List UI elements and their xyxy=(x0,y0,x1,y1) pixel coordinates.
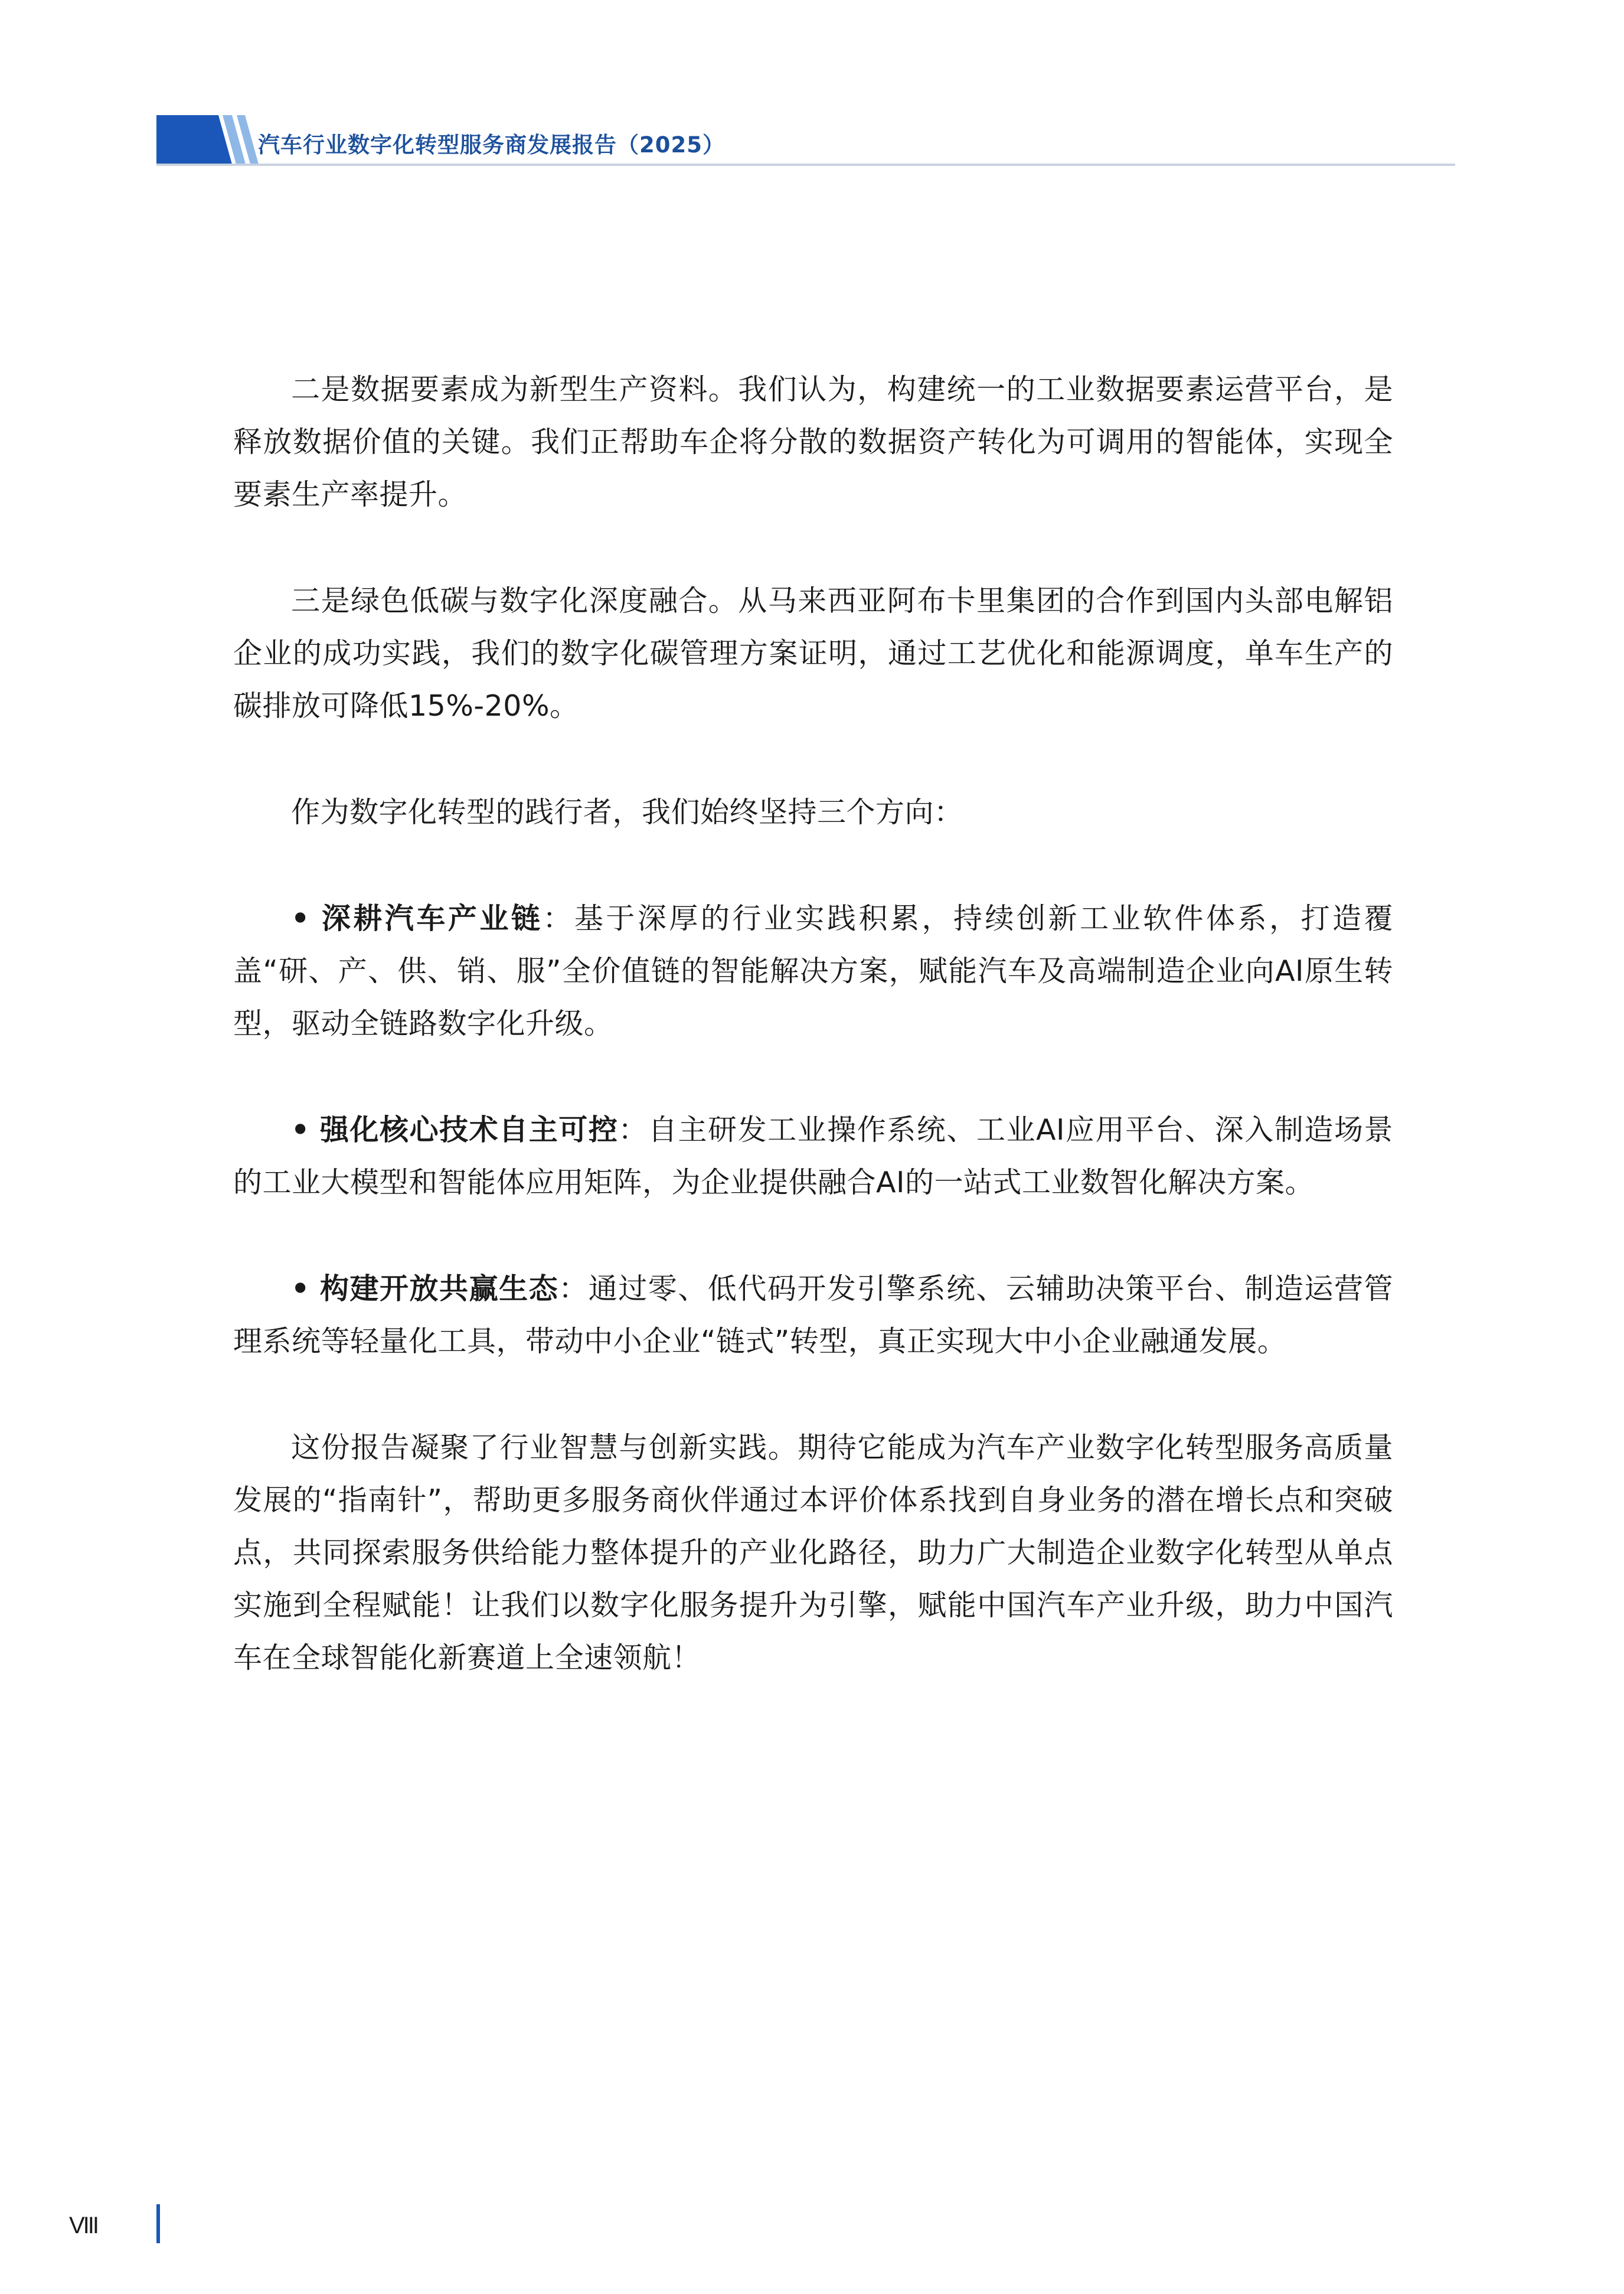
bullet-marker: • xyxy=(291,1272,310,1306)
bullet-marker: • xyxy=(291,1113,310,1147)
paragraph: 二是数据要素成为新型生产资料。我们认为，构建统一的工业数据要素运营平台，是释放数据价值的关键。我们正帮助车企将分散的数据资产转化为可调用的智能体，实现全要素生产率提升。 xyxy=(233,373,1393,511)
closing-paragraph: 这份报告凝聚了行业智慧与创新实践。期待它能成为汽车产业数字化转型服务高质量发展的“指南针”，帮助更多服务商伙伴通过本评价体系找到自身业务的潜在增长点和突破点，共同探索服务供给能力整体提升的产业化路径，助力广大制造企业数字化转型从单点实施到全程赋能！让我们以数字化服务提升为引擎，赋能中国汽车产业升级，助力中国汽车在全球智能化新赛道上全速领航！ xyxy=(233,1431,1393,1675)
page-header xyxy=(156,115,1455,168)
page-number: VIII xyxy=(69,2213,98,2238)
bullet-marker: • xyxy=(291,902,310,935)
bullet-lead: 强化核心技术自主可控 xyxy=(319,1113,619,1147)
bullet-item xyxy=(233,1262,1393,1368)
header-divider xyxy=(156,164,1455,166)
header-stripes-graphic xyxy=(156,115,266,164)
main-content xyxy=(233,363,1393,1738)
bullet-lead: 构建开放共赢生态 xyxy=(319,1272,559,1306)
bullet-lead: 深耕汽车产业链 xyxy=(321,902,543,935)
bullet-item xyxy=(233,1104,1393,1209)
bullet-text: ：基于深厚的行业实践积累，持续创新工业软件体系，打造覆盖“研、产、供、销、服”全价值链的智能解决方案，赋能汽车及高端制造企业向AI原生转型，驱动全链路数字化升级。 xyxy=(233,902,1393,1040)
bullet-text: ：通过零、低代码开发引擎系统、云辅助决策平台、制造运营管理系统等轻量化工具，带动中小企业“链式”转型，真正实现大中小企业融通发展。 xyxy=(233,1272,1393,1358)
page-footer xyxy=(69,2204,187,2246)
footer-accent-bar xyxy=(156,2204,160,2243)
bullet-text: ：自主研发工业操作系统、工业AI应用平台、深入制造场景的工业大模型和智能体应用矩阵，为企业提供融合AI的一站式工业数智化解决方案。 xyxy=(233,1113,1393,1199)
paragraph: 三是绿色低碳与数字化深度融合。从马来西亚阿布卡里集团的合作到国内头部电解铝企业的成功实践，我们的数字化碳管理方案证明，通过工艺优化和能源调度，单车生产的碳排放可降低15%-20%。 xyxy=(233,584,1393,723)
paragraph: 作为数字化转型的践行者，我们始终坚持三个方向： xyxy=(291,795,963,829)
bullet-item xyxy=(233,892,1393,1050)
report-title: 汽车行业数字化转型服务商发展报告（2025） xyxy=(258,132,725,158)
